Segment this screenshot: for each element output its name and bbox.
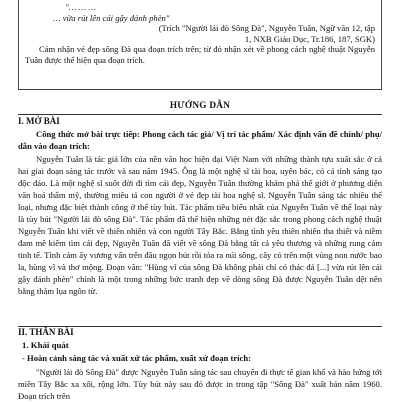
excerpt-source-line: (Trích "Người lái đò Sông Đà", Nguyễn Tuân, Ngữ văn 12, tập bbox=[158, 23, 375, 34]
intro-paragraph: Nguyễn Tuân là tác giả lớn của nền văn học hiện đại Việt Nam với những thành tựu xuất sắc ở cả hai giai đoạn sáng tác trước và sau năm 1945. Ông là một nghệ sĩ tài hoa, uyên bác, có cá tính sáng tạo độc đáo. Là một nghệ sĩ suốt đời đi tìm cái đẹp, Nguyễn Tuân thường khám phá thế giới ở phương diện văn hoá thẩm mỹ, thường miêu tả con người ở vẻ đẹp tài hoa nghệ sĩ. Nguyễn Tuân sáng tác nhiều thể loại, nhưng đặc biệt thành công ở thể tùy bút. Tác phẩm tiêu biểu nhất của Nguyễn Tuân về thể loại này là tùy bút "Người lái đò sông Đà". Tác phẩm đã thể hiện những nét đặc sắc trong phong cách nghệ thuật Nguyễn Tuân khi viết về thiên nhiên và con người Tây Bắc. Bằng tình yêu thiên nhiên tha thiết và niềm đam mê kiếm tìm cái đẹp, Nguyễn Tuân đã viết về sông Đà bằng tất cả yêu thương và những rung cảm tinh tế. Tình cảm ấy vương vấn trên đầu ngọn bút rồi tỏa ra núi sông, cây cỏ trên một vùng non nước bao la, hùng vĩ và thơ mộng. Đoạn văn: "Hùng vĩ của sông Đà không phải chỉ có thác đá [...] vừa rút lên cái gậy đánh phèn" chính là một trong những bức tranh đẹp về dòng sông Đà được Nguyễn Tuân dệt nên bằng thảm lụa ngôn từ. bbox=[18, 154, 382, 296]
guide-title: HƯỚNG DẪN bbox=[169, 100, 231, 110]
excerpt-ellipsis-line: "… … … bbox=[65, 2, 96, 12]
sub-heading-overview: 1. Khái quát bbox=[22, 340, 69, 350]
bullet-context: - Hoàn cảnh sáng tác và xuất xứ tác phẩm, xuất xứ đoạn trích: bbox=[22, 353, 251, 363]
excerpt-prompt-box bbox=[18, 0, 382, 90]
essay-task: Cảm nhận vẻ đẹp sông Đà qua đoạn trích trên; từ đó nhận xét về phong cách nghệ thuật Nguyễn Tuân được thể hiện qua đoạn trích. bbox=[25, 44, 375, 65]
body-paragraph: "Người lái đò Sông Đà" được Nguyễn Tuân sáng tác sau chuyến đi thực tế gian khổ và hào hứng tới miền Tây Bắc xa xôi, rộng lớn. Tùy bút này sau đó được in trong tập "Sông Đà" xuất bản năm 1960. Đoạn trích trên bbox=[18, 367, 382, 401]
title-divider bbox=[18, 114, 382, 115]
excerpt-source-line-2: 1, NXB Giáo Dục, Tr.186, 187, SGK) bbox=[244, 33, 375, 44]
excerpt-ending-line: … vừa rút lên cái gậy đánh phèn" bbox=[53, 12, 170, 23]
section-heading-intro: I. MỞ BÀI bbox=[18, 116, 60, 126]
intro-formula: Công thức mở bài trực tiếp: Phong cách tác giả/ Vị trí tác phẩm/ Xác định vấn đề chính/ phụ/ dẫn vào đoạn trích: bbox=[18, 129, 382, 151]
section-heading-body: II. THÂN BÀI bbox=[18, 327, 74, 337]
